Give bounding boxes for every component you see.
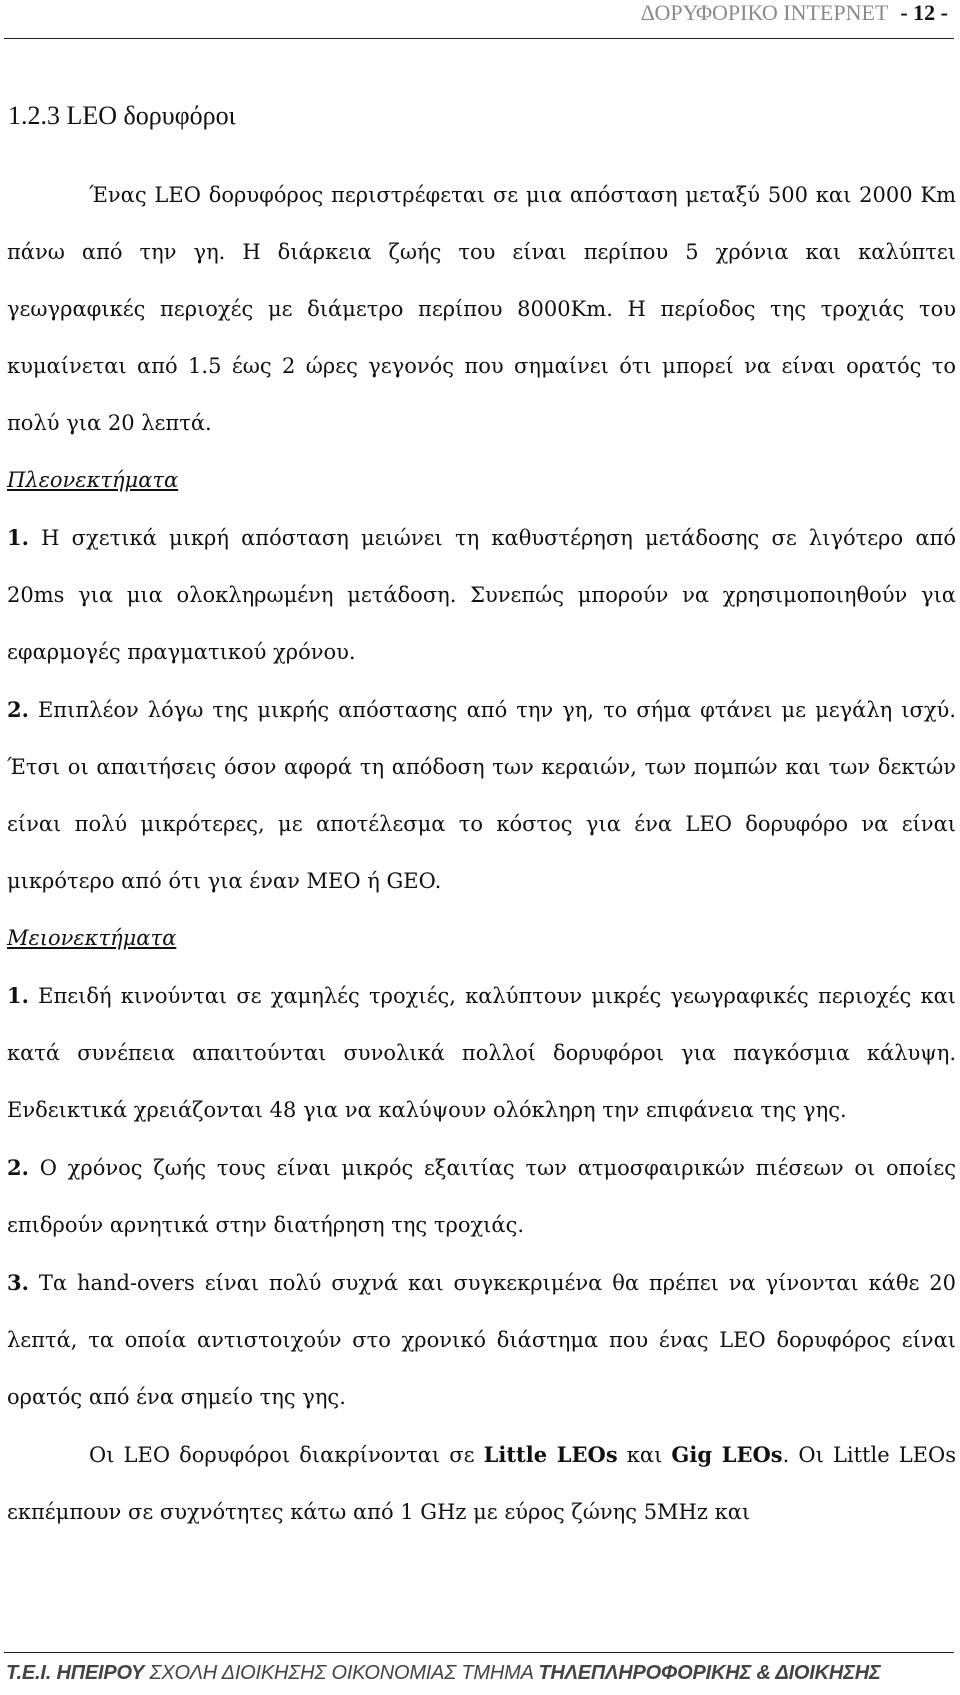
advantage-item xyxy=(7,509,956,681)
running-title: ΔΟΡΥΦΟΡΙΚΟ ΙΝΤΕΡΝΕΤ xyxy=(640,0,889,25)
closing-text: και xyxy=(617,1443,672,1467)
intro-paragraph: Ένας LEO δορυφόρος περιστρέφεται σε μια απόσταση μεταξύ 500 και 2000 Km πάνω από την γη. Η διάρκεια ζωής του είναι περίπου 5 χρόνια και καλύπτει γεωγραφικές περιοχές με διάμετρο περίπου 8000Km. Η περίοδος της τροχιάς του κυμαίνεται από 1.5 έως 2 ώρες γεγονός που σημαίνει ότι μπορεί να είναι ορατός το πολύ για 20 λεπτά. xyxy=(7,183,956,435)
page-footer xyxy=(6,1662,954,1685)
footer-school: ΣΧΟΛΗ ΔΙΟΙΚΗΣΗΣ ΟΙΚΟΝΟΜΙΑΣ ΤΜΗΜΑ xyxy=(144,1662,539,1684)
item-number: 2. xyxy=(7,697,29,722)
item-text: Η σχετικά μικρή απόσταση μειώνει τη καθυστέρηση μετάδοσης σε λιγότερο από 20ms για μια ολοκληρωμένη μετάδοση. Συνεπώς μπορούν να χρησιμοποιηθούν για εφαρμογές πραγματικού χρόνου. xyxy=(7,526,956,664)
item-text: Επειδή κινούνται σε χαμηλές τροχιές, καλύπτουν μικρές γεωγραφικές περιοχές και κατά συνέπεια απαιτούνται συνολικά πολλοί δορυφόροι για παγκόσμια κάλυψη. Ενδεικτικά χρειάζονται 48 για να καλύψουν ολόκληρη την επιφάνεια της γης. xyxy=(7,984,956,1122)
item-text: Επιπλέον λόγω της μικρής απόστασης από την γη, το σήμα φτάνει με μεγάλη ισχύ. Έτσι οι απαιτήσεις όσον αφορά τη απόδοση των κεραιών, των πομπών και των δεκτών είναι πολύ μικρότερες, με αποτέλεσμα το κόστος για ένα LEO δορυφόρο να είναι μικρότερο από ότι για έναν MEO ή GEO. xyxy=(7,698,956,893)
closing-paragraph xyxy=(7,1426,956,1541)
gig-leos-term: Gig LEOs xyxy=(671,1442,783,1467)
little-leos-term: Little LEOs xyxy=(483,1442,618,1467)
body-text xyxy=(7,167,956,1541)
disadvantage-item xyxy=(7,1254,956,1426)
item-number: 1. xyxy=(7,525,29,550)
item-text: Ο χρόνος ζωής τους είναι μικρός εξαιτίας των ατμοσφαιρικών πιέσεων οι οποίες επιδρούν αρνητικά στην διατήρηση της τροχιάς. xyxy=(7,1156,956,1237)
footer-institution: Τ.Ε.Ι. ΗΠΕΙΡΟΥ xyxy=(6,1662,145,1684)
page-number: - 12 - xyxy=(900,0,948,25)
item-number: 3. xyxy=(7,1270,29,1295)
section-title: 1.2.3 LEO δορυφόροι xyxy=(8,101,236,130)
disadvantage-item xyxy=(7,1139,956,1254)
item-text: Τα hand-overs είναι πολύ συχνά και συγκεκριμένα θα πρέπει να γίνονται κάθε 20 λεπτά, τα οποία αντιστοιχούν στο χρονικό διάστημα που ένας LEO δορυφόρος είναι ορατός από ένα σημείο της γης. xyxy=(7,1271,956,1409)
disadvantages-heading: Μειονεκτήματα xyxy=(7,926,177,950)
advantages-heading: Πλεονεκτήματα xyxy=(7,468,179,492)
page-header xyxy=(0,0,948,30)
closing-text: . Οι Little LEOs εκπέμπουν σε συχνότητες κάτω από 1 GHz με εύρος ζώνης 5MHz και xyxy=(7,1443,957,1524)
advantage-item xyxy=(7,681,956,910)
closing-text: Οι LEO δορυφόροι διακρίνονται σε xyxy=(89,1443,484,1467)
header-rule xyxy=(4,38,954,39)
item-number: 1. xyxy=(7,983,29,1008)
footer-rule xyxy=(4,1652,954,1653)
disadvantage-item xyxy=(7,967,956,1139)
item-number: 2. xyxy=(7,1155,29,1180)
footer-department: ΤΗΛΕΠΛΗΡΟΦΟΡΙΚΗΣ & ΔΙΟΙΚΗΣΗΣ xyxy=(538,1662,881,1684)
